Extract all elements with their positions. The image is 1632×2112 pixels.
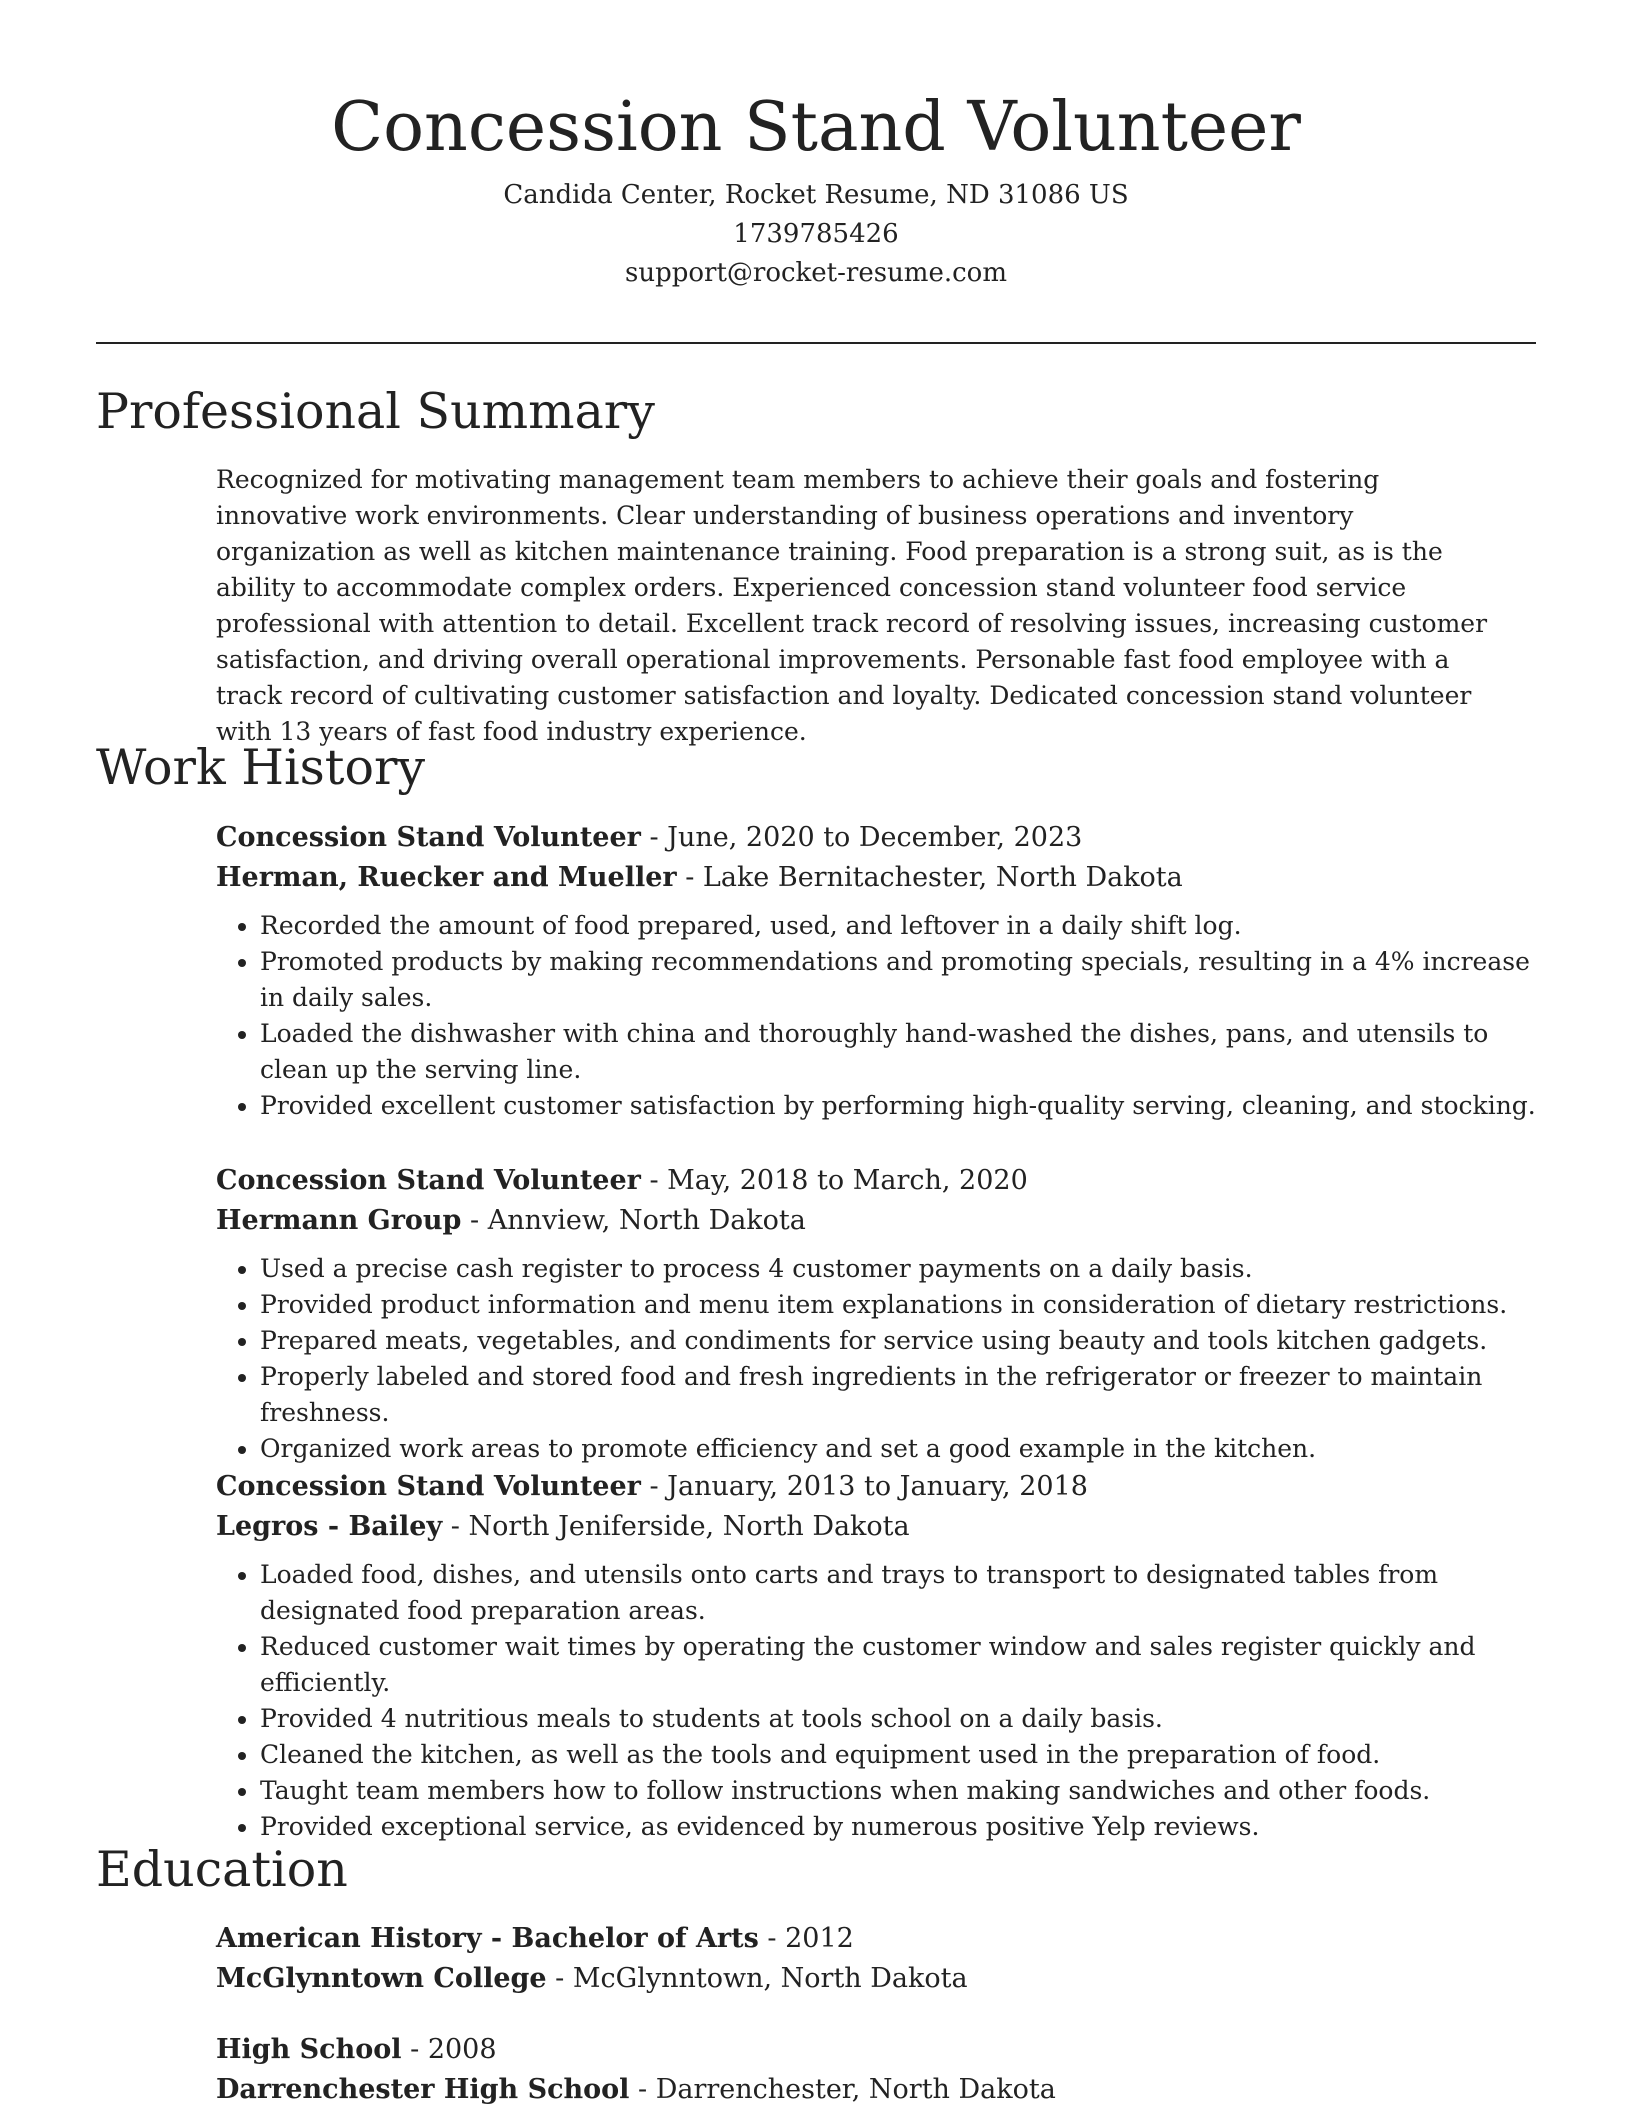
contact-address: Candida Center, Rocket Resume, ND 31086 US bbox=[503, 180, 1129, 210]
education-location: - Darrenchester, North Dakota bbox=[629, 2074, 1056, 2105]
job-entry bbox=[216, 1161, 1536, 1467]
job-company: Hermann Group bbox=[216, 1205, 462, 1236]
job-dates: - January, 2013 to January, 2018 bbox=[640, 1471, 1088, 1502]
education-heading: Education bbox=[96, 1841, 348, 1898]
job-title-line bbox=[216, 818, 1536, 858]
education-school-line bbox=[216, 1959, 1536, 1999]
job-bullet: • Reduced customer wait times by operating the customer window and sales register quickly and efficiently. bbox=[260, 1629, 1536, 1701]
education-degree-line bbox=[216, 1919, 1536, 1959]
job-role: Concession Stand Volunteer bbox=[216, 1471, 641, 1502]
job-bullet: • Prepared meats, vegetables, and condiments for service using beauty and tools kitchen gadgets. bbox=[260, 1323, 1536, 1359]
job-dates: - May, 2018 to March, 2020 bbox=[640, 1165, 1028, 1196]
job-company: Legros - Bailey bbox=[216, 1511, 443, 1542]
job-bullet: • Properly labeled and stored food and fresh ingredients in the refrigerator or freezer to maintain freshness. bbox=[260, 1359, 1536, 1431]
education-year: - 2012 bbox=[758, 1923, 854, 1954]
job-role: Concession Stand Volunteer bbox=[216, 822, 641, 853]
job-title-line bbox=[216, 1161, 1536, 1201]
job-location: - Annview, North Dakota bbox=[461, 1205, 806, 1236]
job-entry bbox=[216, 1467, 1536, 1845]
job-company-line bbox=[216, 1507, 1536, 1547]
education-school: McGlynntown College bbox=[216, 1963, 547, 1994]
education-school: Darrenchester High School bbox=[216, 2074, 630, 2105]
education-year: - 2008 bbox=[401, 2034, 497, 2065]
candidate-name: Concession Stand Volunteer bbox=[331, 88, 1301, 167]
job-bullet: • Provided 4 nutritious meals to students at tools school on a daily basis. bbox=[260, 1701, 1536, 1737]
job-role: Concession Stand Volunteer bbox=[216, 1165, 641, 1196]
job-bullet: • Organized work areas to promote efficiency and set a good example in the kitchen. bbox=[260, 1431, 1536, 1467]
job-bullet: • Provided exceptional service, as evidenced by numerous positive Yelp reviews. bbox=[260, 1809, 1536, 1845]
job-company-line bbox=[216, 858, 1536, 898]
job-location: - North Jeniferside, North Dakota bbox=[442, 1511, 910, 1542]
job-company-line bbox=[216, 1201, 1536, 1241]
job-bullets bbox=[216, 1557, 1536, 1845]
job-bullets bbox=[216, 908, 1536, 1124]
job-bullet: • Cleaned the kitchen, as well as the tools and equipment used in the preparation of food. bbox=[260, 1737, 1536, 1773]
job-bullet: • Taught team members how to follow instructions when making sandwiches and other foods. bbox=[260, 1773, 1536, 1809]
resume-header bbox=[0, 80, 1632, 293]
job-bullet: • Loaded food, dishes, and utensils onto carts and trays to transport to designated tables from designated food preparation areas. bbox=[260, 1557, 1536, 1629]
summary-text: Recognized for motivating management team members to achieve their goals and fostering innovative work environments. Clear understanding of business operations and inventory organization as well as kitchen maintenance training. Food preparation is a strong suit, as is the ability to accommodate complex orders. Experienced concession stand volunteer food service professional with attention to detail. Excellent track record of resolving issues, increasing customer satisfaction, and driving overall operational improvements. Personable fast food employee with a track record of cultivating customer satisfaction and loyalty. Dedicated concession stand volunteer with 13 years of fast food industry experience. bbox=[216, 465, 1488, 746]
job-bullet: • Provided excellent customer satisfaction by performing high-quality serving, cleaning, and stocking. bbox=[260, 1088, 1536, 1124]
work-history-heading: Work History bbox=[96, 739, 426, 796]
job-title-line bbox=[216, 1467, 1536, 1507]
job-bullet: • Promoted products by making recommendations and promoting specials, resulting in a 4% increase in daily sales. bbox=[260, 944, 1536, 1016]
job-bullet: • Loaded the dishwasher with china and thoroughly hand-washed the dishes, pans, and utensils to clean up the serving line. bbox=[260, 1016, 1536, 1088]
job-dates: - June, 2020 to December, 2023 bbox=[640, 822, 1083, 853]
education-degree-line bbox=[216, 2030, 1536, 2070]
education-location: - McGlynntown, North Dakota bbox=[546, 1963, 968, 1994]
education-degree: American History - Bachelor of Arts bbox=[216, 1923, 759, 1954]
education-school-line bbox=[216, 2070, 1536, 2110]
summary-heading: Professional Summary bbox=[96, 383, 655, 440]
education-entry bbox=[216, 2030, 1536, 2110]
job-entry bbox=[216, 818, 1536, 1124]
contact-phone: 1739785426 bbox=[733, 219, 899, 249]
education-entry bbox=[216, 1919, 1536, 1999]
job-bullet: • Recorded the amount of food prepared, used, and leftover in a daily shift log. bbox=[260, 908, 1536, 944]
job-location: - Lake Bernitachester, North Dakota bbox=[676, 862, 1183, 893]
job-bullet: • Provided product information and menu item explanations in consideration of dietary restrictions. bbox=[260, 1287, 1536, 1323]
job-company: Herman, Ruecker and Mueller bbox=[216, 862, 677, 893]
job-bullet: • Used a precise cash register to process 4 customer payments on a daily basis. bbox=[260, 1251, 1536, 1287]
education-degree: High School bbox=[216, 2034, 402, 2065]
contact-email: support@rocket-resume.com bbox=[624, 258, 1007, 288]
job-bullets bbox=[216, 1251, 1536, 1467]
header-divider bbox=[96, 342, 1536, 344]
